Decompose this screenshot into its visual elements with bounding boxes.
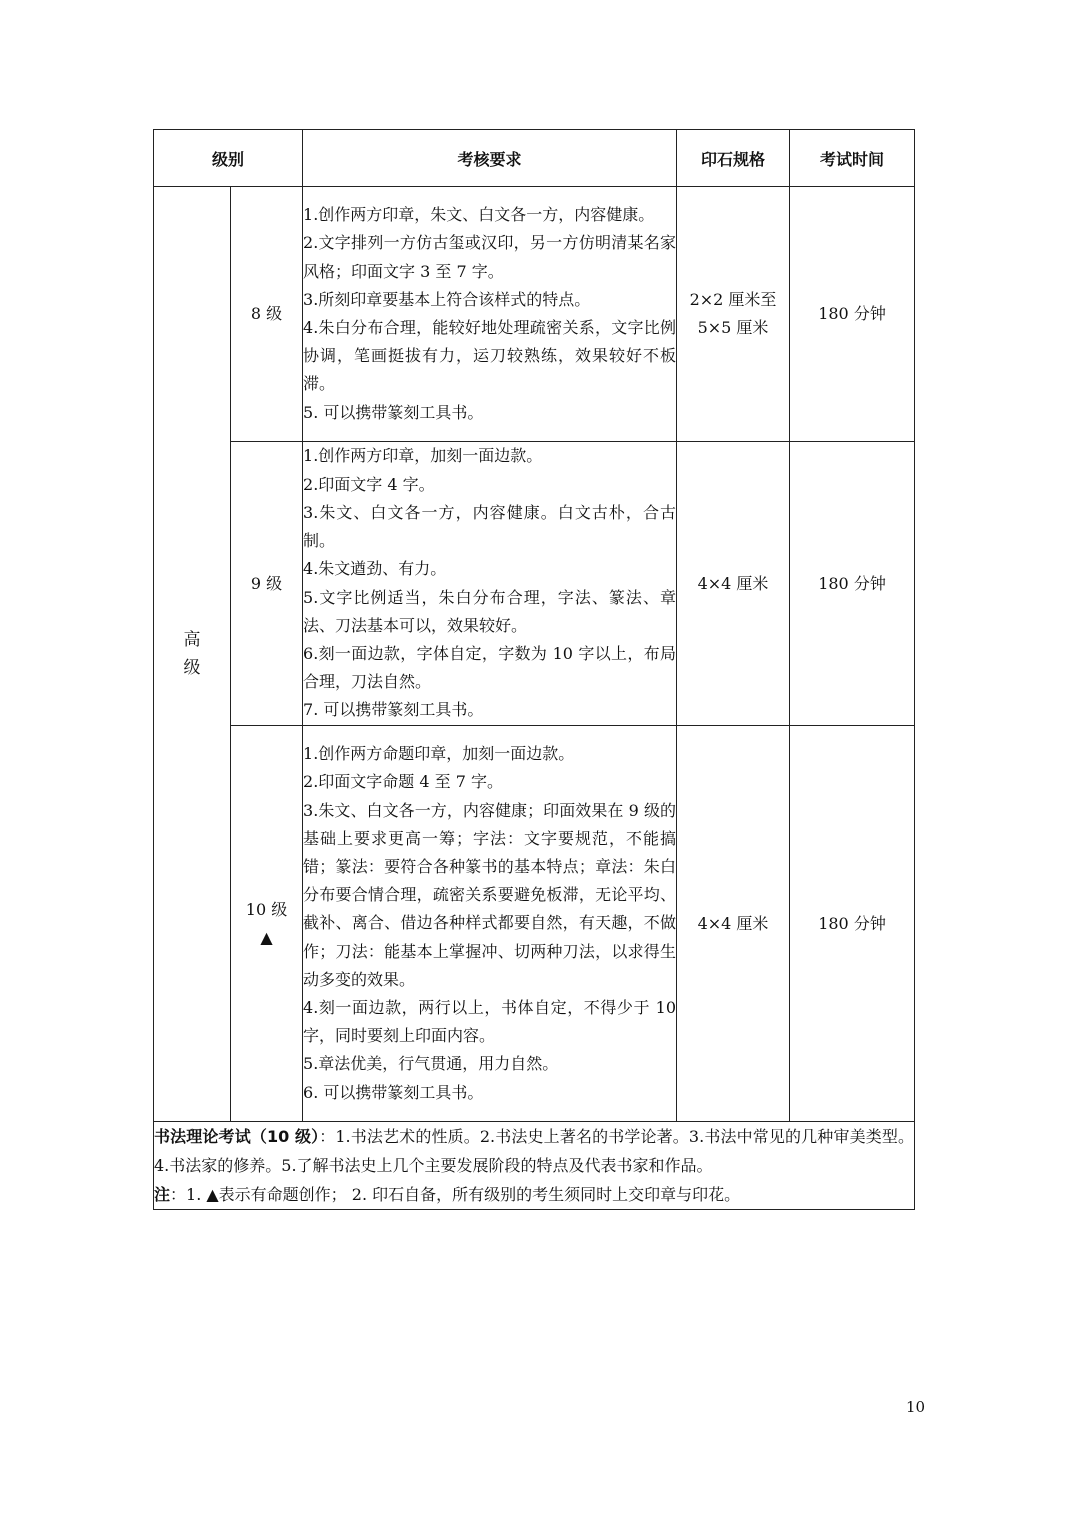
stone-spec-line: 5×5 厘米 [697, 318, 769, 337]
requirement-item: 1.创作两方命题印章，加刻一面边款。 [303, 744, 575, 764]
header-exam-time: 考试时间 [790, 130, 915, 187]
requirement-item: 2.印面文字命题 4 至 7 字。 [303, 772, 503, 792]
requirement-item: 3.所刻印章要基本上符合该样式的特点。 [303, 289, 591, 309]
exam-time-cell [790, 187, 915, 442]
requirement-item: 7. 可以携带篆刻工具书。 [303, 700, 484, 720]
group-label-cell [154, 187, 231, 1122]
header-stone-spec: 印石规格 [677, 130, 790, 187]
requirement-item: 2.印面文字 4 字。 [303, 474, 435, 494]
requirement-item: 6. 可以携带篆刻工具书。 [303, 1082, 484, 1102]
table-row [154, 187, 915, 442]
table-row [154, 442, 915, 726]
group-label: 高级 [183, 630, 201, 678]
requirement-item: 5.章法优美，行气贯通，用力自然。 [303, 1054, 559, 1074]
exam-time: 180 分钟 [818, 304, 886, 323]
note-label: 注 [154, 1185, 171, 1204]
level-cell [231, 726, 303, 1122]
theory-exam-label: 书法理论考试（10 级） [154, 1127, 320, 1146]
level-label: 8 级 [250, 304, 283, 323]
requirement-item: 4.朱白分布合理，能较好地处理疏密关系，文字比例协调，笔画挺拔有力，运刀较熟练，效果较好不板滞。 [303, 318, 677, 394]
exam-time: 180 分钟 [818, 573, 886, 593]
stone-spec-cell [677, 187, 790, 442]
requirement-item: 5.文字比例适当，朱白分布合理，字法、篆法、章法、刀法基本可以，效果较好。 [303, 587, 677, 635]
requirement-item: 1.创作两方印章，加刻一面边款。 [303, 446, 543, 466]
stone-spec-cell [677, 442, 790, 726]
stone-spec-line: 4×4 厘米 [697, 573, 769, 593]
theory-exam-text: ：1.书法艺术的性质。2.书法史上著名的书学论著。3.书法中常见的几种审美类型。4.书法家的修养。5.了解书法史上几个主要发展阶段的特点及代表书家和作品。 [154, 1127, 914, 1175]
triangle-marker-icon: ▲ [260, 927, 273, 947]
requirement-item: 3.朱文、白文各一方，内容健康；印面效果在 9 级的基础上要求更高一筹；字法：文字要规范，不能搞错；篆法：要符合各种篆书的基本特点；章法：朱白分布要合情合理，疏密关系要避免板滞，无论平均、截补、离合、借边各种样式都要自然，有天趣，不做作；刀法：能基本上掌握冲、切两种刀法，以求得生动多变的效果。 [303, 800, 677, 989]
exam-requirements-table [153, 129, 915, 1210]
requirement-item: 6.刻一面边款，字体自定，字数为 10 字以上，布局合理，刀法自然。 [303, 643, 677, 692]
general-note [154, 1180, 914, 1209]
theory-exam-note [154, 1122, 914, 1180]
level-label: 9 级 [250, 573, 283, 593]
page-number: 10 [906, 1398, 926, 1416]
footer-row [154, 1122, 915, 1210]
requirements-cell [303, 726, 677, 1122]
level-cell [231, 187, 303, 442]
requirement-item: 3.朱文、白文各一方，内容健康。白文古朴，合古制。 [303, 502, 677, 551]
header-level: 级别 [154, 130, 303, 187]
requirement-item: 1.创作两方印章，朱文、白文各一方，内容健康。 [303, 205, 655, 225]
exam-time: 180 分钟 [818, 913, 886, 933]
stone-spec-cell [677, 726, 790, 1122]
header-requirements: 考核要求 [303, 130, 677, 187]
header-row [154, 130, 915, 187]
requirements-cell [303, 187, 677, 442]
note-text: ：1. ▲表示有命题创作； 2. 印石自备，所有级别的考生须同时上交印章与印花。 [170, 1185, 741, 1204]
requirement-item: 5. 可以携带篆刻工具书。 [303, 402, 484, 422]
level-cell [231, 442, 303, 726]
stone-spec-line: 2×2 厘米至 [689, 290, 777, 309]
stone-spec-line: 4×4 厘米 [697, 913, 769, 933]
exam-time-cell [790, 726, 915, 1122]
requirement-item: 4.朱文遒劲、有力。 [303, 559, 447, 579]
table-row [154, 726, 915, 1122]
level-label: 10 级 [245, 899, 288, 919]
exam-time-cell [790, 442, 915, 726]
requirement-item: 4.刻一面边款，两行以上，书体自定，不得少于 10 字，同时要刻上印面内容。 [303, 998, 677, 1046]
requirements-cell [303, 442, 677, 726]
requirement-item: 2.文字排列一方仿古玺或汉印，另一方仿明清某名家风格；印面文字 3 至 7 字。 [303, 233, 677, 281]
footer-cell [154, 1122, 915, 1210]
